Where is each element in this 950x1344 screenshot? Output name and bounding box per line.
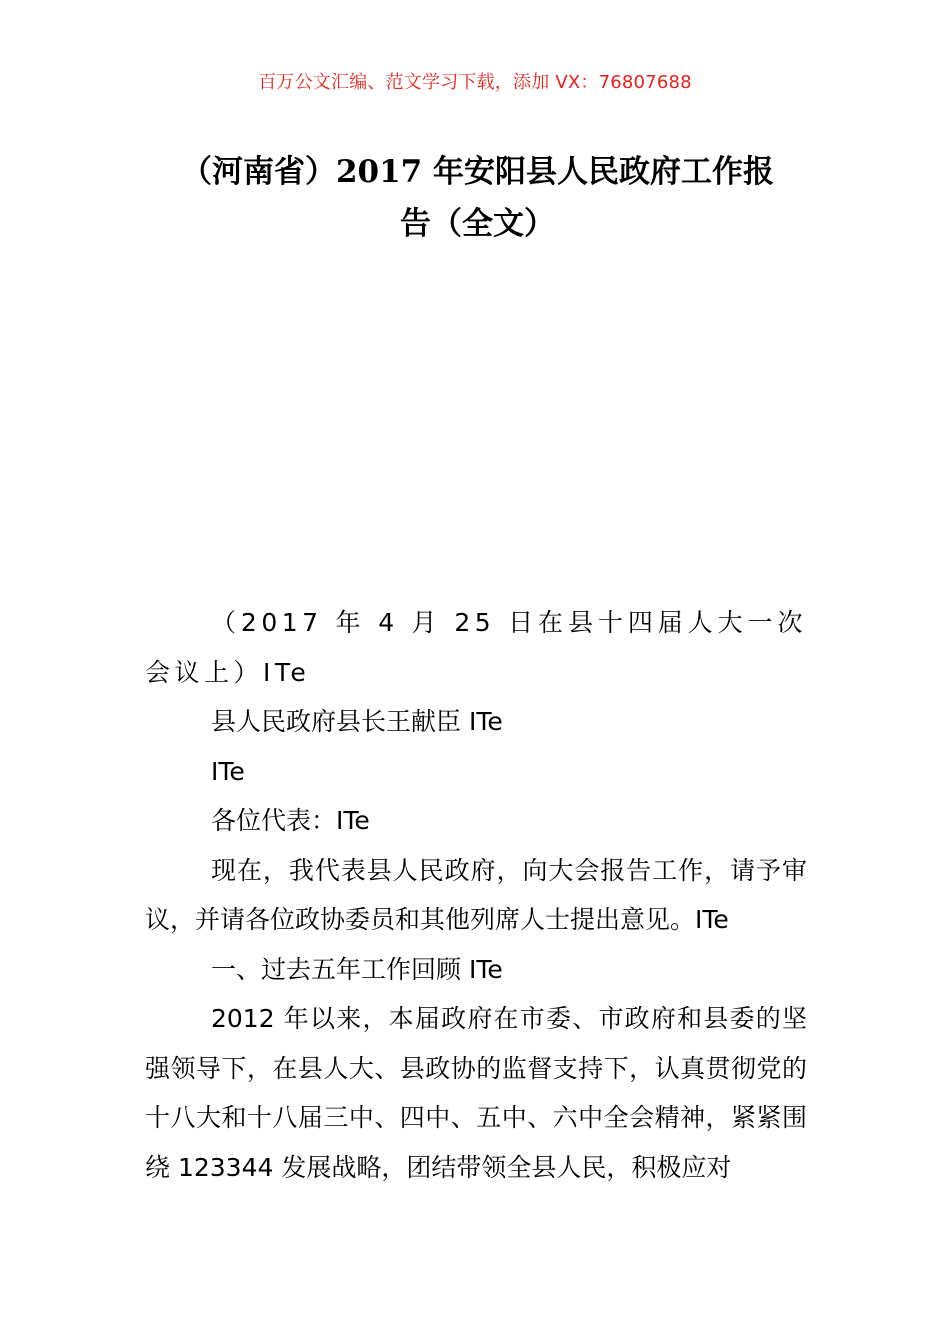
section-heading: 一、过去五年工作回顾 ITe [211,954,503,984]
watermark-banner: 百万公文汇编、范文学习下载，添加 VX：76807688 [258,72,692,93]
marker-paragraph: ITe [211,756,245,786]
document-title [150,146,805,250]
title-line-2: 告（全文） [400,206,555,242]
review-paragraph: 2012 年以来，本届政府在市委、市政府和县委的坚强领导下，在县人大、县政协的监督支持下，认真贯彻党的十八大和十八届三中、四中、五中、六中全会精神，紧紧围绕 123344 发展战略，团结带领全县人民，积极应对 [145,1004,807,1182]
salutation-paragraph: 各位代表：ITe [211,806,370,835]
meeting-date-paragraph: （2017 年 4 月 25 日在县十四届人大一次会议上）ITe [145,608,807,687]
opening-paragraph: 现在，我代表县人民政府，向大会报告工作，请予审议，并请各位政协委员和其他列席人士提出意见。ITe [145,855,807,934]
document-body [145,598,807,1192]
title-line-1: （河南省）2017 年安阳县人民政府工作报 [180,154,775,190]
speaker-paragraph: 县人民政府县长王献臣 ITe [211,707,503,736]
